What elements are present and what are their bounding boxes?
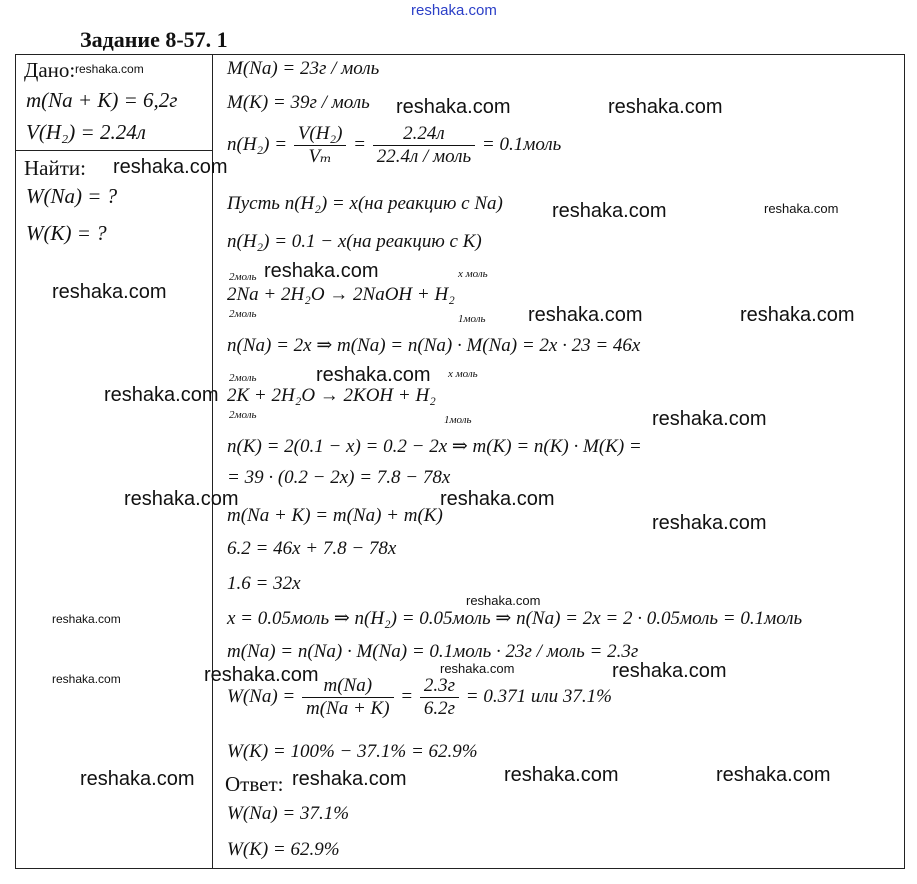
watermark: reshaka.com <box>440 488 555 510</box>
moles-h2-lhs: n(H₂) = <box>227 133 288 155</box>
equation-simplified: 1.6 = 32x <box>227 573 301 594</box>
w-na-lhs: W(Na) = <box>227 685 296 707</box>
mass-value-fraction <box>420 675 459 720</box>
mass-value-fraction-den: 6.2г <box>423 698 456 719</box>
watermark: reshaka.com <box>124 488 239 510</box>
value-fraction-num: 2.24л <box>373 123 475 146</box>
molar-mass-k: M(K) = 39г / моль <box>227 92 370 113</box>
r1-coef-top-left: 2моль <box>229 271 257 283</box>
watermark: reshaka.com <box>612 660 727 682</box>
watermark: reshaka.com <box>652 408 767 430</box>
given-mass: m(Na + K) = 6,2г <box>26 88 178 112</box>
mass-k-result: = 39 · (0.2 − 2x) = 7.8 − 78x <box>227 467 451 488</box>
mass-k-expr: n(K) = 2(0.1 − x) = 0.2 − 2x ⇒ m(K) = n(K) · M(K) = <box>227 436 642 457</box>
watermark: reshaka.com <box>608 96 723 118</box>
r1-coef-bot-right: 1моль <box>458 313 486 325</box>
r2-coef-bot-right: 1моль <box>444 414 472 426</box>
watermark: reshaka.com <box>396 96 511 118</box>
mass-fraction-den: m(Na + K) <box>305 698 390 719</box>
assume-x-na: Пусть n(H₂) = x(на реакцию с Na) <box>227 193 503 214</box>
watermark: reshaka.com <box>466 593 541 608</box>
given-header: Дано: <box>24 58 76 82</box>
equals-sign-2: = <box>400 685 414 707</box>
find-header: Найти: <box>24 156 86 180</box>
watermark: reshaka.com <box>75 62 144 76</box>
volume-fraction-den: Vₘ <box>308 146 332 167</box>
watermark: reshaka.com <box>52 281 167 303</box>
given-find-divider <box>15 150 213 151</box>
w-na-result: = 0.371 или 37.1% <box>465 685 612 707</box>
value-fraction-den: 22.4л / моль <box>376 146 472 167</box>
r2-coef-top-left: 2моль <box>229 372 257 384</box>
watermark: reshaka.com <box>716 764 831 786</box>
watermark: reshaka.com <box>552 200 667 222</box>
watermark: reshaka.com <box>52 612 121 626</box>
mass-na-result: m(Na) = n(Na) · M(Na) = 0.1моль · 23г / моль = 2.3г <box>227 641 639 662</box>
equation-substituted: 6.2 = 46x + 7.8 − 78x <box>227 538 397 559</box>
mass-value-fraction-num: 2.3г <box>420 675 459 698</box>
x-value-chain: x = 0.05моль ⇒ n(H₂) = 0.05моль ⇒ n(Na) = 2x = 2 · 0.05моль = 0.1моль <box>227 608 803 629</box>
molar-mass-na: M(Na) = 23г / моль <box>227 58 380 79</box>
watermark: reshaka.com <box>292 768 407 790</box>
equals-sign: = <box>353 133 366 155</box>
value-fraction <box>373 123 475 168</box>
r2-coef-bot-left: 2моль <box>229 409 257 421</box>
mass-na-expr: n(Na) = 2x ⇒ m(Na) = n(Na) · M(Na) = 2x · 23 = 46x <box>227 335 641 356</box>
moles-h2-formula <box>227 123 561 168</box>
watermark: reshaka.com <box>764 201 839 216</box>
r1-coef-top-right: x моль <box>458 268 488 280</box>
watermark: reshaka.com <box>316 364 431 386</box>
answer-w-k: W(K) = 62.9% <box>227 839 340 860</box>
watermark: reshaka.com <box>740 304 855 326</box>
watermark: reshaka.com <box>440 661 515 676</box>
volume-fraction-num: V(H₂) <box>294 123 347 146</box>
moles-h2-result: = 0.1моль <box>481 133 562 155</box>
find-w-k: W(K) = ? <box>26 221 107 245</box>
mass-fraction-num: m(Na) <box>302 675 394 698</box>
watermark: reshaka.com <box>652 512 767 534</box>
total-mass-eq: m(Na + K) = m(Na) + m(K) <box>227 505 443 526</box>
assume-x-k: n(H₂) = 0.1 − x(на реакцию с K) <box>227 231 482 252</box>
volume-fraction <box>294 123 347 168</box>
watermark: reshaka.com <box>528 304 643 326</box>
answer-w-na: W(Na) = 37.1% <box>227 803 350 824</box>
task-title: Задание 8-57. 1 <box>80 27 228 52</box>
watermark: reshaka.com <box>80 768 195 790</box>
r2-coef-top-right: x моль <box>448 368 478 380</box>
watermark: reshaka.com <box>204 664 319 686</box>
watermark: reshaka.com <box>113 156 228 178</box>
answer-header: Ответ: <box>225 772 284 796</box>
reaction-na: 2Na + 2H₂O → 2NaOH + H₂ <box>227 284 455 305</box>
watermark: reshaka.com <box>52 672 121 686</box>
w-k-expr: W(K) = 100% − 37.1% = 62.9% <box>227 741 478 762</box>
given-volume: V(H₂) = 2.24л <box>26 120 146 144</box>
find-w-na: W(Na) = ? <box>26 184 118 208</box>
site-watermark-top[interactable]: reshaka.com <box>411 2 497 19</box>
r1-coef-bot-left: 2моль <box>229 308 257 320</box>
watermark: reshaka.com <box>264 260 379 282</box>
reaction-k: 2K + 2H₂O → 2KOH + H₂ <box>227 385 436 406</box>
watermark: reshaka.com <box>504 764 619 786</box>
watermark: reshaka.com <box>104 384 219 406</box>
